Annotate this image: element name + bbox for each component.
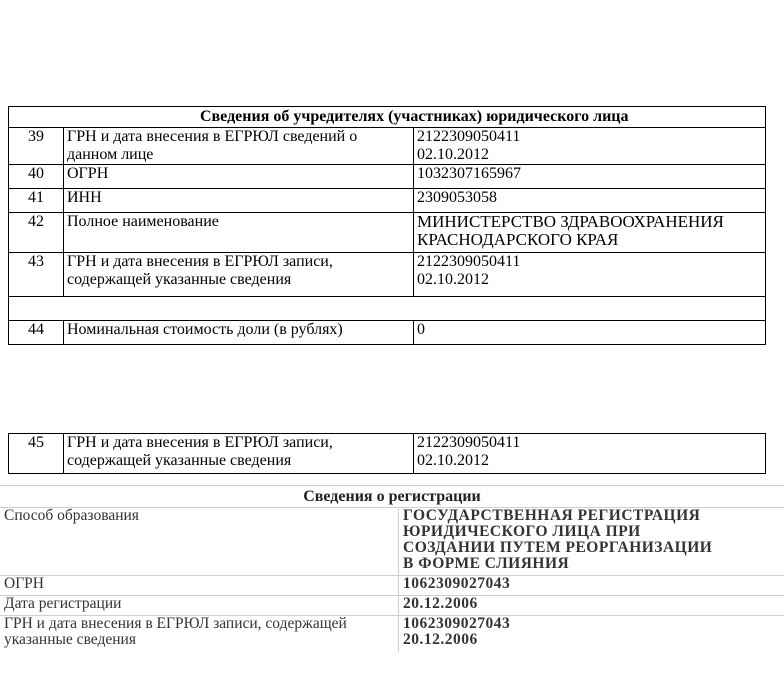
- table-row: [9, 434, 766, 474]
- row-value: 1062309027043: [399, 576, 784, 596]
- founders-table: [8, 106, 766, 345]
- row-label: Дата регистрации: [0, 596, 399, 616]
- registration-table: [0, 485, 784, 652]
- row-label: Способ образования: [0, 508, 399, 576]
- row-value: 20.12.2006: [399, 596, 784, 616]
- row-label: ГРН и дата внесения в ЕГРЮЛ записи, содержащей указанные сведения: [0, 616, 399, 652]
- table-row: [9, 213, 766, 253]
- value-line: 2122309050411: [417, 128, 521, 145]
- row-label: ОГРН: [64, 165, 414, 189]
- record-45-table: [8, 433, 766, 474]
- value-line: МИНИСТЕРСТВО ЗДРАВООХРАНЕНИЯ: [417, 212, 724, 231]
- table-row: [0, 508, 784, 576]
- table-row: [0, 596, 784, 616]
- row-number: 42: [9, 213, 64, 253]
- row-number: 45: [9, 434, 64, 474]
- value-line: 1062309027043: [403, 615, 511, 632]
- table-row: [9, 189, 766, 213]
- row-number: 44: [9, 321, 64, 345]
- row-label: ГРН и дата внесения в ЕГРЮЛ записи, содержащей указанные сведения: [64, 434, 414, 474]
- table-row: [9, 128, 766, 165]
- row-label: ИНН: [64, 189, 414, 213]
- row-value: 2309053058: [414, 189, 766, 213]
- founders-header-row: [9, 107, 766, 128]
- row-value: [414, 434, 766, 474]
- table-row: [9, 253, 766, 297]
- table-row: [0, 616, 784, 652]
- value-line: 20.12.2006: [403, 631, 478, 648]
- row-value: [414, 253, 766, 297]
- registration-section: [0, 485, 784, 652]
- row-value: [414, 128, 766, 165]
- table-row: [0, 576, 784, 596]
- row-value: 1032307165967: [414, 165, 766, 189]
- row-label: Полное наименование: [64, 213, 414, 253]
- row-value: 0: [414, 321, 766, 345]
- value-line: В ФОРМЕ СЛИЯНИЯ: [403, 555, 570, 572]
- row-number: 43: [9, 253, 64, 297]
- row-label: ГРН и дата внесения в ЕГРЮЛ сведений о данном лице: [64, 128, 414, 165]
- row-label: ГРН и дата внесения в ЕГРЮЛ записи, содержащей указанные сведения: [64, 253, 414, 297]
- registration-header: Сведения о регистрации: [0, 486, 784, 508]
- row-label: ОГРН: [0, 576, 399, 596]
- row-number: 40: [9, 165, 64, 189]
- row-number: 39: [9, 128, 64, 165]
- value-line: 02.10.2012: [417, 146, 489, 163]
- table-row: [9, 165, 766, 189]
- table-row: [9, 321, 766, 345]
- value-line: ЮРИДИЧЕСКОГО ЛИЦА ПРИ: [403, 523, 641, 540]
- founders-header: Сведения об учредителях (участниках) юридического лица: [64, 107, 766, 128]
- value-line: 02.10.2012: [417, 452, 489, 469]
- value-line: 2122309050411: [417, 253, 521, 270]
- value-line: КРАСНОДАРСКОГО КРАЯ: [417, 230, 619, 249]
- row-value: [399, 616, 784, 652]
- row-label: Номинальная стоимость доли (в рублях): [64, 321, 414, 345]
- empty-row: [9, 297, 766, 321]
- value-line: 2122309050411: [417, 434, 521, 451]
- value-line: 02.10.2012: [417, 271, 489, 288]
- row-value: [399, 508, 784, 576]
- registration-header-row: [0, 486, 784, 508]
- row-value: [414, 213, 766, 253]
- value-line: СОЗДАНИИ ПУТЕМ РЕОРГАНИЗАЦИИ: [403, 539, 713, 556]
- value-line: ГОСУДАРСТВЕННАЯ РЕГИСТРАЦИЯ: [403, 507, 701, 524]
- row-number: 41: [9, 189, 64, 213]
